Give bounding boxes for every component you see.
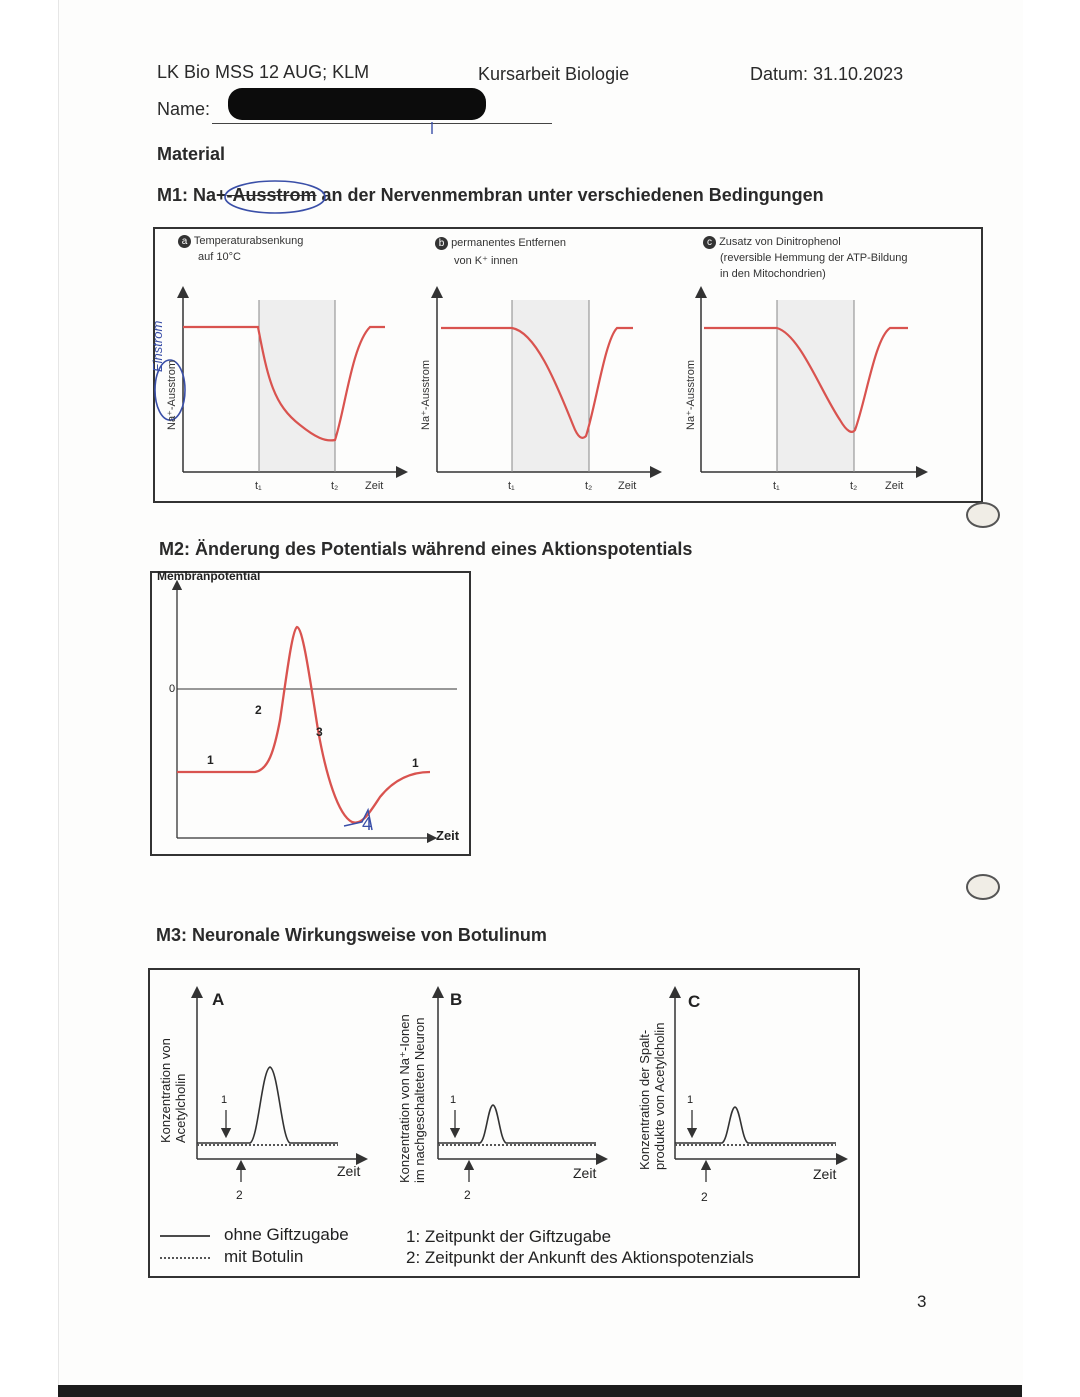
m2-label-1-left: 1 (207, 753, 214, 767)
m3-title: M3: Neuronale Wirkungsweise von Botulinum (156, 925, 547, 945)
m3-c-mark2: 2 (701, 1190, 708, 1204)
scan-bottom-edge (58, 1385, 1022, 1397)
m3-note-2: 2: Zeitpunkt der Ankunft des Aktionspotenzials (406, 1248, 754, 1267)
m1-c-t2: t₂ (850, 480, 858, 492)
m1-c-t1: t₁ (773, 480, 780, 492)
m1-title-rest: an der Nervenmembran unter verschiedenen Bedingungen (316, 185, 824, 205)
m3-c-ylabel-2: produkte von Acetylcholin (652, 1022, 667, 1170)
m1-b-t2: t₂ (585, 480, 593, 492)
m3-b-ylabel-2: im nachgeschalteten Neuron (412, 1017, 427, 1183)
m3-a-ylabel-1: Konzentration von (158, 1038, 173, 1143)
m1-panel-b-caption-2: von K⁺ innen (454, 255, 518, 267)
m3-c-ylabel-1: Konzentration der Spalt- (637, 1029, 652, 1170)
m3-c-control-curve (675, 1107, 836, 1143)
m1-panel-c-caption-2: (reversible Hemmung der ATP-Bildung (720, 252, 908, 264)
m3-legend-solid-label: ohne Giftzugabe (224, 1225, 349, 1244)
m1-b-ylabel: Na⁺-Ausstrom (420, 360, 432, 430)
m1-panel-c-caption-3: in den Mitochondrien) (720, 268, 826, 280)
m3-b-xlabel: Zeit (573, 1165, 597, 1181)
m3-c-xlabel: Zeit (813, 1166, 837, 1182)
m1-a-t1: t₁ (255, 480, 262, 492)
m3-a-ylabel-2: Acetylcholin (173, 1073, 188, 1143)
m3-a-ylabel (158, 1038, 188, 1143)
m1-panel-a-caption-2: auf 10°C (198, 251, 241, 263)
m3-b-mark2: 2 (464, 1188, 471, 1202)
m3-c-ylabel (637, 1023, 667, 1170)
m2-zero-label: 0 (169, 683, 176, 695)
m2-title: M2: Änderung des Potentials während eines Aktionspotentials (159, 539, 693, 559)
m1-panel-c-caption-1: Zusatz von Dinitrophenol (719, 236, 841, 248)
m3-legend-dotted-label: mit Botulin (224, 1247, 304, 1266)
m3-b-letter: B (450, 990, 463, 1009)
m1-a-t2: t₂ (331, 480, 339, 492)
m1-a-xlabel: Zeit (365, 480, 384, 492)
m1-panel-b-badge: b (435, 237, 448, 250)
m3-a-mark2: 2 (236, 1188, 243, 1202)
m1-c-ylabel: Na⁺-Ausstrom (685, 360, 697, 430)
exam-title: Kursarbeit Biologie (478, 64, 630, 84)
m3-c-mark1: 1 (687, 1094, 694, 1106)
m2-ylabel: Membranpotential (157, 569, 261, 583)
m3-note-1: 1: Zeitpunkt der Giftzugabe (406, 1227, 612, 1246)
m3-b-control-curve (438, 1105, 596, 1143)
m3-panel-a-graph (197, 992, 362, 1182)
m1-panel-c-badge: c (703, 236, 716, 249)
m3-b-ylabel-1: Konzentration von Na⁺-Ionen (397, 1014, 412, 1183)
m1-b-t1: t₁ (508, 480, 515, 492)
m1-panel-a-caption-1: Temperaturabsenkung (193, 235, 304, 247)
m1-a-handwritten-label: Einstrom (150, 320, 165, 372)
m2-label-1-right: 1 (412, 756, 419, 770)
m2-xlabel: Zeit (436, 828, 460, 843)
m2-label-2: 2 (255, 703, 262, 717)
m3-a-mark1: 1 (221, 1094, 228, 1106)
m1-b-xlabel: Zeit (618, 480, 637, 492)
m2-label-3: 3 (316, 725, 323, 739)
name-label: Name: (157, 99, 211, 119)
m3-panel-c-graph (675, 992, 842, 1182)
m1-panel-b-caption-1: permanentes Entfernen (451, 237, 567, 249)
m3-c-letter: C (688, 992, 701, 1011)
m3-a-xlabel: Zeit (337, 1163, 361, 1179)
m1-a-ylabel: Na⁺-Ausstrom (166, 360, 178, 430)
m1-title-struck: -Ausstrom (226, 185, 317, 205)
m3-panel-b-graph (438, 992, 602, 1182)
exam-date: Datum: 31.10.2023 (750, 64, 904, 84)
material-heading: Material (157, 144, 226, 164)
m1-panel-a-badge: a (178, 235, 191, 248)
m1-c-xlabel: Zeit (885, 480, 904, 492)
m2-handwritten-4: 4 (362, 814, 373, 834)
m3-a-control-curve (197, 1067, 338, 1143)
page-number: 3 (917, 1292, 927, 1311)
m3-b-ylabel (397, 1014, 427, 1183)
m1-title-prefix: M1: Na+ (157, 185, 227, 205)
course-label: LK Bio MSS 12 AUG; KLM (157, 62, 370, 82)
m3-a-letter: A (212, 990, 225, 1009)
m3-b-mark1: 1 (450, 1094, 457, 1106)
